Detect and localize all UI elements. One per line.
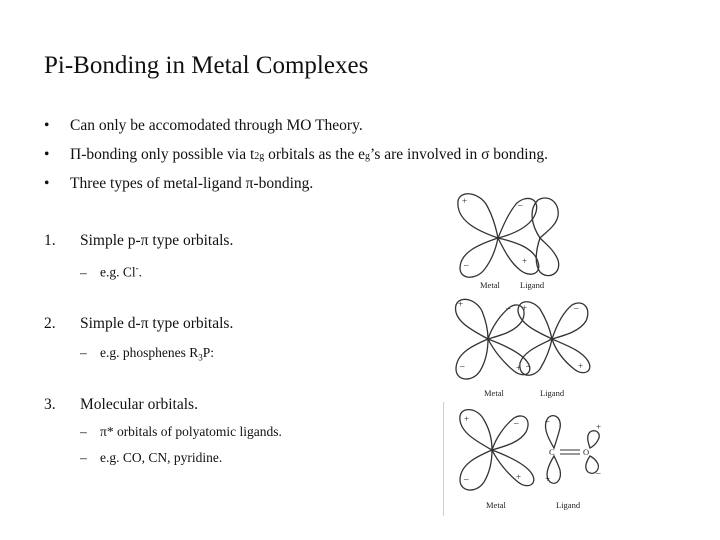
bullet-mo-theory bbox=[44, 117, 363, 135]
minus-sign: – bbox=[518, 200, 523, 210]
carbon-label: C bbox=[549, 447, 555, 457]
ligand-lobe-ll bbox=[520, 339, 552, 375]
bullet-text-part: ’s are involved in σ bonding. bbox=[370, 146, 548, 163]
metal-label: Metal bbox=[486, 500, 506, 510]
bullet-text: Three types of metal-ligand π-bonding. bbox=[70, 175, 314, 192]
plus-sign: + bbox=[545, 474, 551, 484]
minus-sign: – bbox=[460, 361, 465, 371]
bullet-three-types bbox=[44, 175, 313, 193]
metal-lobe-lr bbox=[498, 238, 539, 274]
subscript-t2g: 2g bbox=[254, 151, 265, 162]
figure-p-pi-orbitals bbox=[448, 186, 578, 294]
dash-marker: – bbox=[80, 450, 87, 465]
bullet-text-part: Π-bonding only possible via t bbox=[70, 146, 255, 163]
plus-sign: + bbox=[516, 363, 522, 373]
minus-sign: – bbox=[596, 468, 601, 478]
type-1-example bbox=[80, 263, 142, 281]
example-text: π* orbitals of polyatomic ligands. bbox=[100, 424, 282, 439]
type-number: 3. bbox=[44, 396, 56, 413]
example-suffix: . bbox=[138, 264, 142, 280]
ligand-label: Ligand bbox=[556, 500, 581, 510]
example-text: e.g. phosphenes R bbox=[100, 345, 199, 360]
page-title: Pi-Bonding in Metal Complexes bbox=[44, 52, 369, 79]
metal-lobe-ll bbox=[456, 339, 488, 379]
type-3 bbox=[44, 396, 198, 414]
plus-sign: + bbox=[522, 256, 528, 266]
ligand-label: Ligand bbox=[520, 280, 545, 290]
bullet-text: Can only be accomodated through MO Theory. bbox=[70, 117, 363, 134]
bullet-marker: • bbox=[44, 146, 50, 163]
metal-lobe-ll bbox=[460, 450, 492, 490]
type-3-example-1 bbox=[80, 424, 282, 440]
co-lobe-o-top bbox=[588, 431, 600, 448]
ligand-lobe-lr bbox=[552, 339, 590, 373]
type-number: 2. bbox=[44, 315, 56, 332]
plus-sign: + bbox=[464, 414, 470, 424]
minus-sign: – bbox=[464, 260, 469, 270]
type-2-example bbox=[80, 345, 214, 363]
ligand-lobe-bottom bbox=[536, 238, 558, 276]
dash-marker: – bbox=[80, 264, 87, 280]
bullet-pi-bonding-t2g bbox=[44, 146, 548, 164]
ligand-lobe-ur bbox=[552, 303, 588, 339]
metal-lobe-ll bbox=[460, 238, 498, 277]
type-2 bbox=[44, 315, 233, 333]
type-number: 1. bbox=[44, 232, 56, 249]
type-label: Simple d-π type orbitals. bbox=[80, 315, 234, 332]
minus-sign: – bbox=[506, 303, 511, 313]
plus-sign: + bbox=[458, 299, 464, 309]
metal-label: Metal bbox=[480, 280, 500, 290]
plus-sign: + bbox=[522, 303, 528, 313]
example-text: e.g. CO, CN, pyridine. bbox=[100, 450, 223, 465]
superscript-charge: - bbox=[135, 263, 139, 273]
subscript-three: 3 bbox=[198, 352, 203, 363]
plus-sign: + bbox=[596, 422, 602, 432]
bullet-marker: • bbox=[44, 117, 50, 134]
type-label: Molecular orbitals. bbox=[80, 396, 198, 413]
figure-frame-line bbox=[443, 402, 444, 516]
plus-sign: + bbox=[516, 472, 522, 482]
metal-label: Metal bbox=[484, 388, 504, 398]
type-3-example-2 bbox=[80, 450, 222, 466]
minus-sign: – bbox=[545, 416, 550, 426]
dash-marker: – bbox=[80, 345, 87, 360]
metal-lobe-lr bbox=[492, 450, 534, 486]
figure-d-pi-orbitals bbox=[448, 293, 598, 405]
plus-sign: + bbox=[462, 196, 468, 206]
minus-sign: – bbox=[526, 361, 531, 371]
type-label: Simple p-π type orbitals. bbox=[80, 232, 234, 249]
bullet-text-part: orbitals as the e bbox=[264, 146, 366, 163]
plus-sign: + bbox=[578, 361, 584, 371]
type-1 bbox=[44, 232, 233, 250]
figure-molecular-orbitals bbox=[450, 404, 620, 516]
minus-sign: – bbox=[464, 474, 469, 484]
example-suffix: P: bbox=[202, 345, 215, 360]
dash-marker: – bbox=[80, 424, 87, 439]
oxygen-label: O bbox=[583, 447, 590, 457]
ligand-label: Ligand bbox=[540, 388, 565, 398]
minus-sign: – bbox=[514, 418, 519, 428]
bullet-marker: • bbox=[44, 175, 50, 192]
metal-lobe-ur bbox=[492, 416, 528, 450]
minus-sign: – bbox=[574, 303, 579, 313]
subscript-eg: g bbox=[365, 151, 371, 162]
example-text: e.g. Cl bbox=[100, 264, 136, 280]
